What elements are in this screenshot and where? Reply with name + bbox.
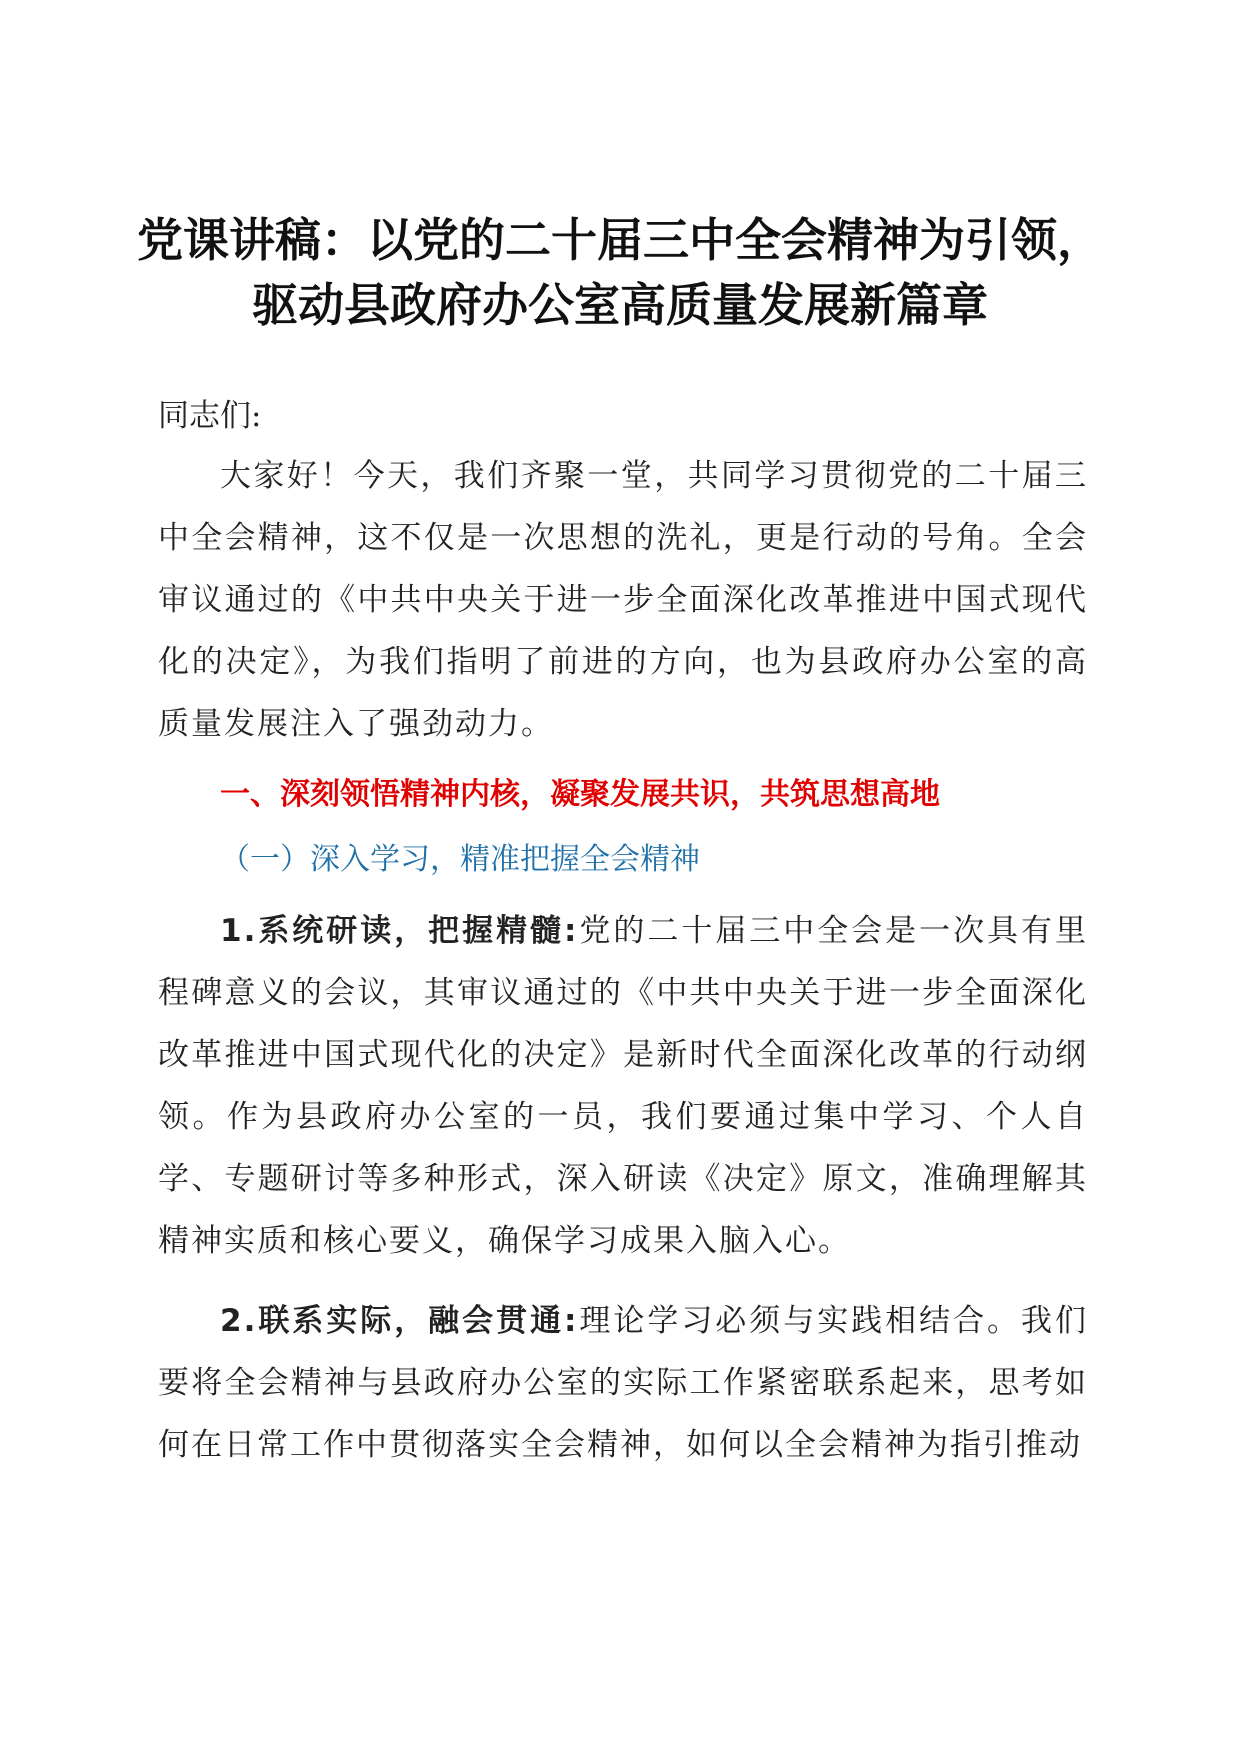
point-2-lead: 2.联系实际，融会贯通: bbox=[220, 1303, 579, 1339]
point-2-text: 理论学习必须与实践相结合。我们要将全会精神与县政府办公室的实际工作紧密联系起来，思考如何在日常工作中贯彻落实全会精神，如何以全会精神为指引推动 bbox=[158, 1303, 1089, 1463]
point-1-lead: 1.系统研读，把握精髓: bbox=[220, 913, 579, 949]
intro-paragraph: 大家好！今天，我们齐聚一堂，共同学习贯彻党的二十届三中全会精神，这不仅是一次思想的洗礼，更是行动的号角。全会审议通过的《中共中央关于进一步全面深化改革推进中国式现代化的决定》，为我们指明了前进的方向，也为县政府办公室的高质量发展注入了强劲动力。 bbox=[158, 458, 1088, 742]
point-paragraph-1 bbox=[158, 900, 1088, 1272]
point-1-text: 党的二十届三中全会是一次具有里程碑意义的会议，其审议通过的《中共中央关于进一步全面深化改革推进中国式现代化的决定》是新时代全面深化改革的行动纲领。作为县政府办公室的一员，我们要通过集中学习、个人自学、专题研讨等多种形式，深入研读《决定》原文，准确理解其精神实质和核心要义，确保学习成果入脑入心。 bbox=[158, 913, 1089, 1259]
document-title-line-2: 驱动县政府办公室高质量发展新篇章 bbox=[252, 278, 988, 332]
point-paragraph-2 bbox=[158, 1290, 1088, 1476]
salutation: 同志们: bbox=[158, 398, 262, 434]
subsection-heading-1: （一）深入学习，精准把握全会精神 bbox=[220, 842, 700, 877]
section-heading-1: 一、深刻领悟精神内核，凝聚发展共识，共筑思想高地 bbox=[220, 777, 940, 812]
document-title-line-1: 党课讲稿：以党的二十届三中全会精神为引领， bbox=[137, 213, 1103, 267]
